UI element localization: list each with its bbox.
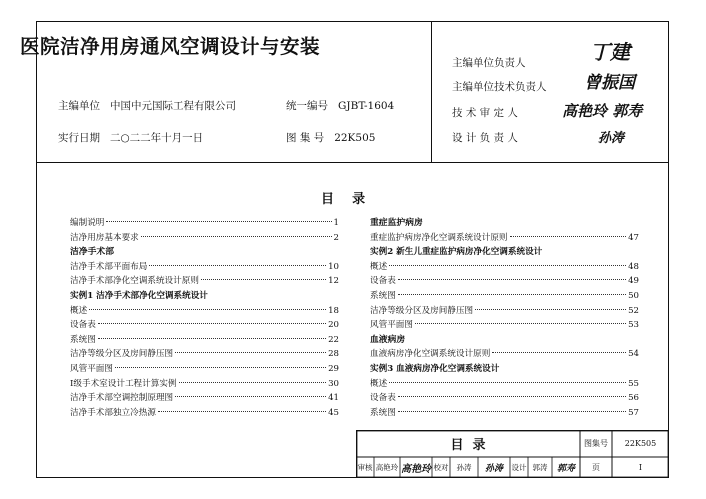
atlas-number-value: 22K505: [334, 132, 376, 144]
toc-entry-text: 设备表: [370, 393, 396, 404]
toc-page-number: 28: [328, 349, 339, 360]
toc-entry: [70, 304, 339, 318]
toc-entry-text: 洁净手术部: [70, 247, 114, 258]
responsible-role: 技 术 审 定 人: [452, 107, 518, 119]
toc-entry: [370, 391, 639, 405]
toc-page-number: 18: [328, 305, 339, 316]
toc-page-number: 10: [328, 261, 339, 272]
toc-dot-leader: [492, 352, 626, 353]
toc-entry-text: 系统图: [370, 291, 396, 301]
toc-dot-leader: [475, 309, 626, 310]
toc-entry: [70, 216, 339, 230]
toc-entry-text: Ⅰ级手术室设计工程计算实例: [70, 378, 177, 389]
toc-page-number: 22: [328, 334, 339, 345]
responsible-role: 主编单位负责人: [452, 57, 526, 69]
toc-entry-text: 实例2 新生儿重症监护病房净化空调系统设计: [370, 247, 543, 258]
unified-number-value: GJBT-1604: [338, 100, 395, 112]
responsible-role: 设 计 负 责 人: [452, 132, 518, 144]
toc-entry-text: 洁净手术部空调控制原理图: [70, 393, 174, 404]
toc-page-number: 12: [328, 276, 339, 287]
toc-entry-text: 实例3 血液病房净化空调系统设计: [370, 364, 500, 374]
toc-page-number: 29: [328, 364, 339, 374]
signature: 丁建: [590, 40, 630, 64]
toc-page-number: 55: [628, 378, 639, 389]
title-block-atlas-value: 22K505: [624, 439, 657, 448]
toc-entry-text: 概述: [370, 378, 388, 389]
toc-entry-text: 重症监护病房: [370, 218, 423, 228]
toc-dot-leader: [201, 279, 326, 280]
toc-entry-text: 血液病房净化空调系统设计原则: [370, 349, 491, 360]
document-title: 医院洁净用房通风空调设计与安装: [20, 35, 321, 58]
toc-dot-leader: [141, 236, 332, 237]
toc-page-number: 47: [628, 232, 639, 243]
review-name: 高艳玲: [375, 463, 399, 472]
toc-page-number: 20: [328, 320, 339, 331]
design-label: 设计: [511, 463, 527, 472]
design-name: 郭涛: [532, 463, 548, 472]
design-signature: 郭寿: [556, 464, 575, 474]
toc-entry-text: 洁净等级分区及房间静压图: [370, 305, 474, 316]
toc-page-number: 49: [628, 276, 639, 287]
toc-dot-leader: [389, 265, 626, 266]
toc-entry: [70, 377, 339, 391]
toc-entry: [70, 347, 339, 361]
toc-entry: [70, 391, 339, 405]
signature: 曾振国: [584, 73, 635, 93]
toc-entry: [370, 260, 639, 274]
responsibles-divider: [431, 22, 432, 162]
toc-entry-text: 风管平面图: [70, 364, 113, 374]
title-block-atlas-label: 图集号: [584, 439, 608, 448]
toc-entry: [70, 231, 339, 245]
check-label: 校对: [433, 463, 449, 472]
unified-number-label: 统一编号: [286, 100, 328, 112]
toc-entry: [70, 274, 339, 288]
toc-entry: [70, 318, 339, 332]
toc-entry: [70, 362, 339, 376]
toc-page-number: 54: [628, 349, 639, 360]
title-block-title: 目 录: [450, 438, 486, 453]
toc-dot-leader: [415, 323, 626, 324]
toc-title: 目 录: [321, 192, 366, 207]
check-signature: 孙涛: [484, 464, 503, 474]
toc-dot-leader: [398, 279, 626, 280]
toc-entry: [370, 231, 639, 245]
toc-entry-text: 编制说明: [70, 218, 105, 228]
toc-entry-text: 概述: [70, 305, 88, 316]
toc-entry: [70, 333, 339, 347]
toc-entry: [370, 304, 639, 318]
unified-number: [286, 98, 394, 113]
atlas-number: [286, 130, 375, 145]
toc-example-heading: [370, 245, 639, 259]
toc-dot-leader: [98, 323, 326, 324]
toc-entry: [370, 347, 639, 361]
toc-entry-text: 系统图: [70, 334, 96, 345]
toc-entry: [370, 274, 639, 288]
toc-dot-leader: [179, 382, 327, 383]
toc-dot-leader: [115, 367, 326, 368]
toc-dot-leader: [398, 396, 626, 397]
toc-page-number: 2: [333, 232, 339, 243]
toc-page-number: 53: [628, 320, 639, 331]
review-label: 审核: [357, 463, 373, 472]
toc-dot-leader: [98, 338, 326, 339]
header-divider: [37, 162, 668, 163]
toc-entry-text: 设备表: [370, 276, 396, 287]
toc-page-number: 52: [628, 305, 639, 316]
toc-dot-leader: [389, 382, 626, 383]
toc-entry-text: 洁净用房基本要求: [70, 232, 139, 243]
toc-entry-text: 实例1 洁净手术部净化空调系统设计: [70, 291, 208, 301]
toc-page-number: 48: [628, 261, 639, 272]
editing-unit-label: 主编单位: [58, 100, 100, 112]
toc-entry-text: 血液病房: [370, 334, 406, 345]
page-label: 页: [592, 463, 600, 472]
toc-entry-text: 洁净手术部独立冷热源: [70, 407, 156, 418]
page-value: Ⅰ: [638, 463, 643, 472]
signature: 孙涛: [598, 131, 625, 146]
toc-page-number: 30: [328, 378, 339, 389]
toc-page-number: 56: [628, 393, 639, 404]
toc-page-number: 57: [628, 407, 639, 418]
signature: 高艳玲 郭寿: [562, 102, 643, 120]
toc-page-number: 41: [328, 393, 339, 404]
editing-unit-value: 中国中元国际工程有限公司: [110, 100, 236, 112]
toc-entry: [370, 377, 639, 391]
responsible-role: 主编单位技术负责人: [452, 81, 547, 93]
review-signature: 高艳玲: [401, 464, 431, 475]
effective-date-label: 实行日期: [58, 132, 100, 144]
toc-page-number: 50: [628, 291, 639, 301]
toc-dot-leader: [510, 236, 627, 237]
title-block: [356, 430, 669, 478]
toc-entry-text: 重症监护病房净化空调系统设计原则: [370, 232, 508, 243]
editing-unit: [58, 98, 236, 113]
check-name: 孙涛: [456, 463, 472, 472]
toc-dot-leader: [398, 294, 626, 295]
toc-entry-text: 概述: [370, 261, 388, 272]
toc-dot-leader: [398, 411, 626, 412]
toc-entry: [370, 406, 639, 420]
toc-section-heading: [70, 245, 339, 259]
toc-dot-leader: [106, 221, 331, 222]
toc-dot-leader: [175, 396, 326, 397]
toc-entry: [370, 318, 639, 332]
effective-date-value: 二○二二年十月一日: [110, 132, 204, 144]
toc-section-heading: [370, 216, 639, 230]
toc-dot-leader: [149, 265, 326, 266]
toc-page-number: 1: [333, 218, 339, 228]
toc-entry: [70, 406, 339, 420]
atlas-number-label: 图 集 号: [286, 132, 325, 144]
toc-entry-text: 洁净等级分区及房间静压图: [70, 349, 174, 360]
toc-entry-text: 洁净手术部净化空调系统设计原则: [70, 276, 199, 287]
toc-dot-leader: [89, 309, 326, 310]
effective-date: [58, 130, 203, 145]
toc-example-heading: [370, 362, 639, 376]
toc-section-heading: [370, 333, 639, 347]
toc-example-heading: [70, 289, 339, 303]
toc-entry-text: 风管平面图: [370, 320, 413, 331]
toc-dot-leader: [175, 352, 326, 353]
toc-entry: [70, 260, 339, 274]
toc-entry-text: 系统图: [370, 407, 396, 418]
toc-entry-text: 设备表: [70, 320, 96, 331]
toc-page-number: 45: [328, 407, 339, 418]
toc-dot-leader: [158, 411, 326, 412]
toc-entry-text: 洁净手术部平面布局: [70, 261, 148, 272]
toc-entry: [370, 289, 639, 303]
